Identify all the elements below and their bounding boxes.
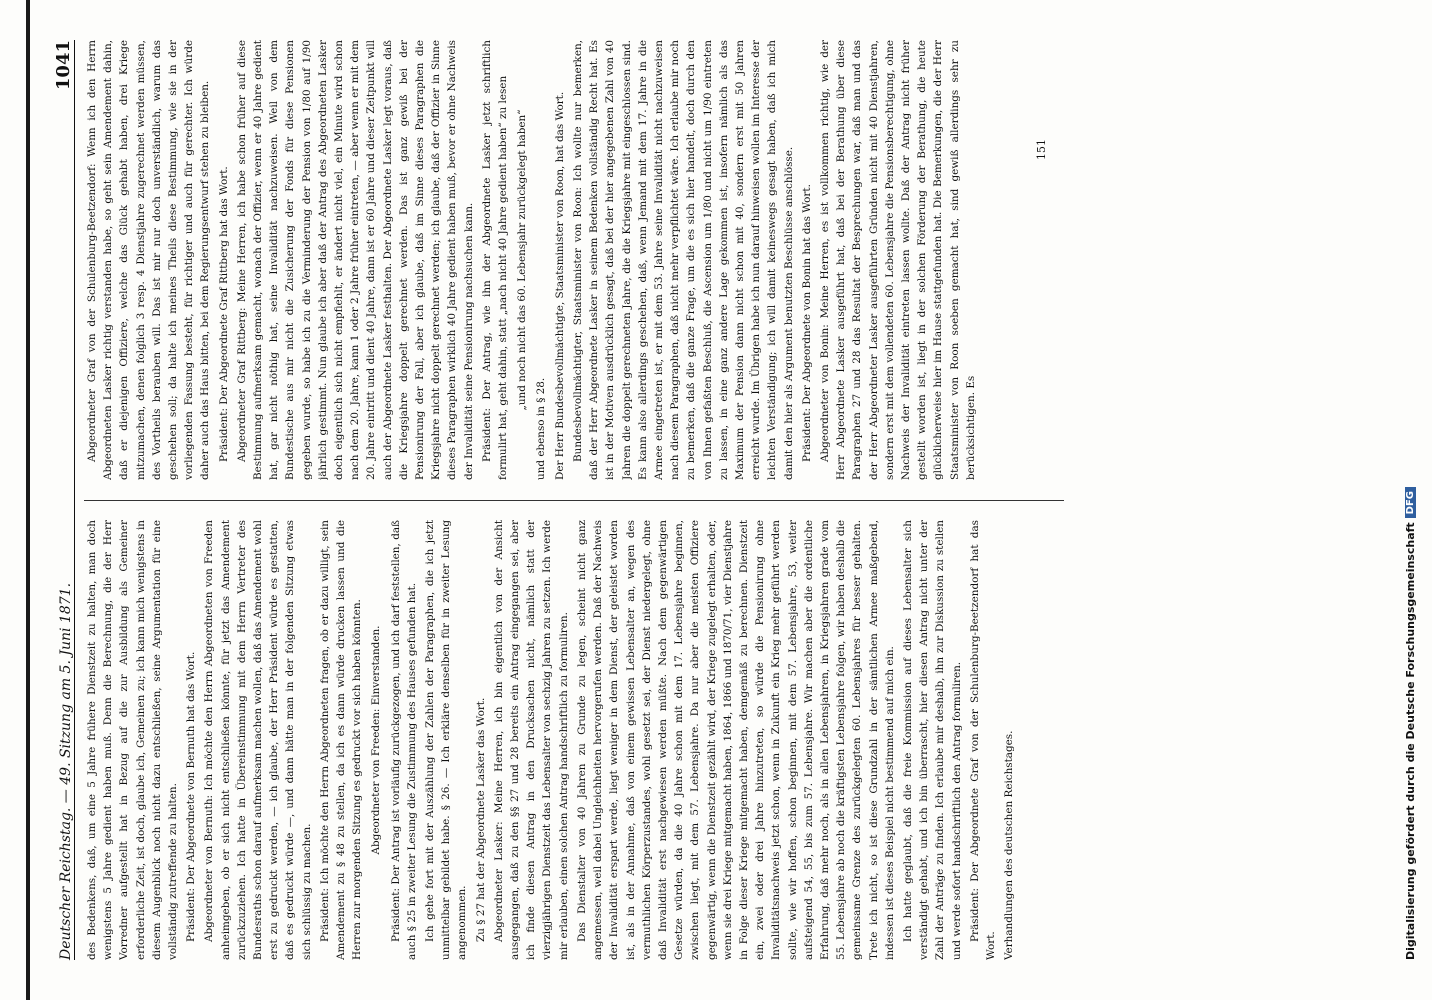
paragraph: Abgeordneter von Freeden: Einverstanden. [370,625,383,855]
paragraph: Ich gehe fort mit der Auszählung der Zahlen der Paragraphen, die ich jetzt unmittelbar gebildet habe. § 26. — Ich erkläre denselben für in zweiter Lesung angenommen. [424,520,469,960]
page-number: 1041 [53,40,74,91]
digitalisierung-text: Digitalisierung gefördert durch die Deutsche Forschungsgemeinschaft [1403,522,1417,960]
paragraph: Ich hatte geglaubt, daß die freie Kommission auf dieses Lebensalter sich verständigt gehabt, und ich bin überrascht, hier diesen Antrag nicht unter der Zahl der Anträge zu finden. Ich erlaube mir deshalb, ihn zur Diskussion zu stellen und werde sofort handschriftlich den Antrag formuliren. [901,520,963,960]
binding-edge [26,0,30,1000]
paragraph: Der Herr Bundesbevollmächtigte, Staatsminister von Roon, hat das Wort. [553,91,566,480]
paragraph: Präsident: Der Abgeordnete von Bonin hat das Wort. [800,184,813,462]
running-title: Deutscher Reichstag. — 49. Sitzung am 5. Juni 1871. [58,582,74,960]
paragraph: Präsident: Der Abgeordnete Graf von der Schulenburg-Beetzendorf hat das Wort. [968,520,997,960]
paragraph: Zu § 27 hat der Abgeordnete Lasker das Wort. [474,697,487,942]
right-column [84,40,1074,480]
paragraph: Präsident: Der Antrag ist vorläufig zurückgezogen, und ich darf feststellen, daß auch § 25 in zweiter Lesung die Zustimmung des Hauses gefunden hat. [389,520,418,960]
paragraph: Präsident: Ich möchte den Herrn Abgeordneten fragen, ob er dazu willigt, sein Amendement zu § 48 zu stellen, da ich es dann würde drucken lassen und die Herren zur morgenden Sitzung es gedruckt vor sich haben könnten. [318,520,364,960]
rotated-page [40,40,1080,960]
signature-mark: 151 [1035,139,1048,160]
paragraph: Abgeordneter Graf Rittberg: Meine Herren, ich habe schon früher auf diese Bestimmung aufmerksam gemacht, wonach der Offizier, wenn er 40 Jahre gedient hat, gar nicht nöthig hat, seine Invalidität nachzuweisen. Weil von dem Bundestische aus mir nicht die Zusicherung der Fonds für diese Pensionen gegeben wurde, so habe ich zu die Verminderung der Pension von 1/80 auf 1/90 jährlich gestimmt. Nun glaube ich aber daß der Antrag des Abgeordneten Lasker doch eigentlich sich nicht empfiehlt, er ändert nicht viel, ein Minute wird schon nach dem 20. Jahre, kann 1 oder 2 Jahre früher eintreten, — aber wenn er mit dem 20. Jahre eintritt und dient 40 Jahre, dann ist er 60 Jahre und dieser Zeitpunkt will auch der Abgeordnete Lasker festhalten. Der Abgeordnete Lasker legt voraus, daß die Kriegsjahre doppelt gerechnet werden. Das ist ganz gewiß bei der Pensionirung der Fall, aber ich glaube, daß im Sinne dieses Paragraphen die Kriegsjahre nicht doppelt gerechnet werden; ich glaube, daß der Offizier in Sinne dieses Paragraphen wirklich 40 Jahre gedient haben muß, bevor er ohne Nachweis der Invalidität seine Pensionirung nachsuchen kann. [235,40,475,480]
paragraph: des Bedenkens, daß, um eine 5 Jahre frühere Dienstzeit zu halten, man doch wenigstens 5 Jahre gedient haben muß. Denn die Berechnung, die der Herr Vorredner aufgestellt hat in Bezug auf die zur Ausbildung als Gemeiner erforderliche Zeit, ist doch, glaube ich, Gemeinen zu; ich kann mich wenigstens in diesem Augenblick noch nicht dazu entschließen, seine Argumentation für eine vollständig zutreffende zu halten. [86,520,180,960]
paragraph: Bundesbevollmächtigter, Staatsminister von Roon: Ich wollte nur bemerken, daß der Herr Abgeordnete Lasker in seinem Bedenken vollständig Recht hat. Es ist in der Motiven ausdrücklich gesagt, daß bei der hier angegebenen Zahl von 40 Jahren die doppelt gerechneten Jahre, die die Kriegsjahre mit eingeschlossen sind. Es kann also allerdings geschehen, daß, wenn Jemand mit dem 17. Jahre in die Armee eingetreten ist, er mit dem 53. Jahre seine Invalidität nicht nachzuweisen nach diesem Paragraphen, daß nicht mehr verpflichtet wäre. Ich erlaube mir noch zu bemerken, daß die ganze Frage, um die es sich hier handelt, doch durch den von Ihnen gefaßten Beschluß, die Ascension um 1/80 und nicht um 1/90 eintreten zu lassen, in eine ganz andere Lage gekommen ist, insofern nämlich als das Maximum der Pension dann nicht schon mit 40, sondern erst mit 50 Jahren erreicht wurde. Im Übrigen habe ich nun darauf hinweisen wollen im Interesse der leichten Verständigung; ich will damit keineswegs gesagt haben, daß ich mich damit den hier als Argument benutzten Beschlüsse anschlösse. [571,40,795,480]
paragraph: Abgeordneter Lasker: Meine Herren, ich bin eigentlich von der Ansicht ausgegangen, daß zu den §§ 27 und 28 bereits ein Antrag eingegangen sei, aber ich finde diesen Antrag in den Drucksachen nicht, nämlich statt der vierzigjährigen Dienstzeit das Lebensalter von sechzig Jahren zu setzen. Ich werde mir erlauben, einen solchen Antrag handschriftlich zu formuliren. [492,520,570,960]
paragraph: „und noch nicht das 60. Lebensjahr zurückgelegt haben“ [516,109,529,411]
paragraph: Verhandlungen des deutschen Reichstages. [1003,730,1016,960]
paragraph: Präsident: Der Abgeordnete Graf Rittberg hat das Wort. [217,166,230,462]
digitalisierung-text-row [1400,40,1420,960]
page-content [40,40,1080,960]
digitalisierung-note [1400,40,1428,960]
left-column [84,520,1074,960]
column-divider [84,500,1064,501]
paragraph: Abgeordneter von Bernuth: Ich möchte den Herrn Abgeordneten von Freeden anheimgeben, ob er sich nicht entschließen könnte, für jetzt das Amendement zurückzuziehen. Ich hatte in Übereinstimmung mit dem Herrn Vertreter des Bundesraths schon darauf aufmerksam machen wollen, daß das Amendement wohl erst zu gedruckt werden, — ich glaube, der Herr Präsident würde es gestatten, daß es gedruckt würde —, und dann hätte man in der folgenden Sitzung etwas sich schlüssig zu machen. [203,520,313,960]
paragraph: und ebenso in § 28. [535,377,548,480]
paragraph: Das Dienstalter von 40 Jahren zu Grunde zu legen, scheint nicht ganz angemessen, weil dabei Ungleichheiten hervorgerufen werden. Daß der Nachweis der Invalidität erspart werde, liegt weniger in dem Dienst, der geleistet worden ist, als in der Annahme, daß von einem gewissen Lebensalter an, wegen des vermuthlichen Körperzustandes, wohl gesetzt sei, der Dienst niedergelegt, ohne daß Invalidität erst nachgewiesen werden müßte. Nach dem gegenwärtigen Gesetze würden, da die 40 Jahre schon mit dem 17. Lebensjahre beginnen, zwischen liegt, mit dem 57. Lebensjahre. Da nur aber die meisten Offiziere gegenwärtig, wenn die Dienstzeit gezählt wird, der Kriege zugelegt erhalten, oder, wenn sie drei Kriege mitgemacht haben, 1864, 1866 und 1870/71, vier Dienstjahre in Folge dieser Kriege mitgemacht haben, demgemäß zu berechnen. Dienstzeit ein, zwei oder drei Jahre hinzutreten, so würde die Pensionirung ohne Invaliditätsnachweis jetzt schon, wenn in Zukunft ein Krieg mehr geführt werden sollte, wie wir hoffen, schon beginnen, mit dem 57. Lebensjahre, 53, weiter aufsteigend 54, 55, bis zum 57. Lebensjahre. Wir machen aber die ordentliche Erfahrung, daß mehr noch, als in allen Lebensjahren, in Kriegsjahren grade vom 55. Lebensjahre ab noch die kräftigsten Lebensjahre folgen, wir haben deshalb die gemeinsame Grenze des zurückgelegten 60. Lebensjahres für besser gehalten. Trete ich nicht, so ist diese Grundzahl in der sämtlichen Armee maßgebend, indessen ist dieses Beispiel nicht bestimmend auf mich ein. [575,520,896,960]
page-header [40,40,75,960]
paragraph: Präsident: Der Antrag, wie ihn der Abgeordnete Lasker jetzt schriftlich formulirt hat, geht dahin, statt „nach nicht 40 Jahre gedient haben“ zu lesen [480,40,510,480]
paragraph: Abgeordneter von Bonin: Meine Herren, es ist vollkommen richtig, wie der Herr Abgeordnete Lasker ausgeführt hat, daß bei der Berathung über diese Paragraphen 27 und 28 das Resultat der Besprechungen war, daß man und das der Herr Abgeordneter Lasker ausgeführten Gründen nicht mit 40 Dienstjahren, sondern erst mit dem vollendeten 60. Lebensjahre die Pensionsberechtigung, ohne Nachweis der Invalidität eintreten lassen wollte. Daß der Antrag nicht früher gestellt worden ist, liegt in der solchen Förderung der Berathung, die heute glücklicherweise hier im Hause stattgefunden hat. Die Bemerkungen, die der Herr Staatsminister von Roon soeben gemacht hat, sind gewiß allerdings sehr zu berücksichtigen. Es [818,40,977,480]
paragraph: Präsident: Der Abgeordnete von Bernuth hat das Wort. [185,651,198,942]
dfg-logo: DFG [1405,487,1416,518]
paragraph: Abgeordneter Graf von der Schulenburg-Beetzendorf: Wenn ich den Herrn Abgeordneten Lasker richtig verstanden habe, so geht sein Amendement dahin, daß er diejenigen Offiziere, welche das Glück gehabt haben, drei Kriege mitzumachen, denen folglich 3 resp. 4 Dienstjahre zugerechnet werden müssen, des Vortheils berauben will. Das ist mir nur doch unverständlich, warum das geschehen soll; da halte ich meines Theils diese Bestimmung, wie sie in der vorliegenden Fassung besteht, für richtiger und auch für gerechter. Ich würde daher auch das Haus bitten, bei dem Regierungsentwurf stehen zu bleiben. [86,40,212,480]
